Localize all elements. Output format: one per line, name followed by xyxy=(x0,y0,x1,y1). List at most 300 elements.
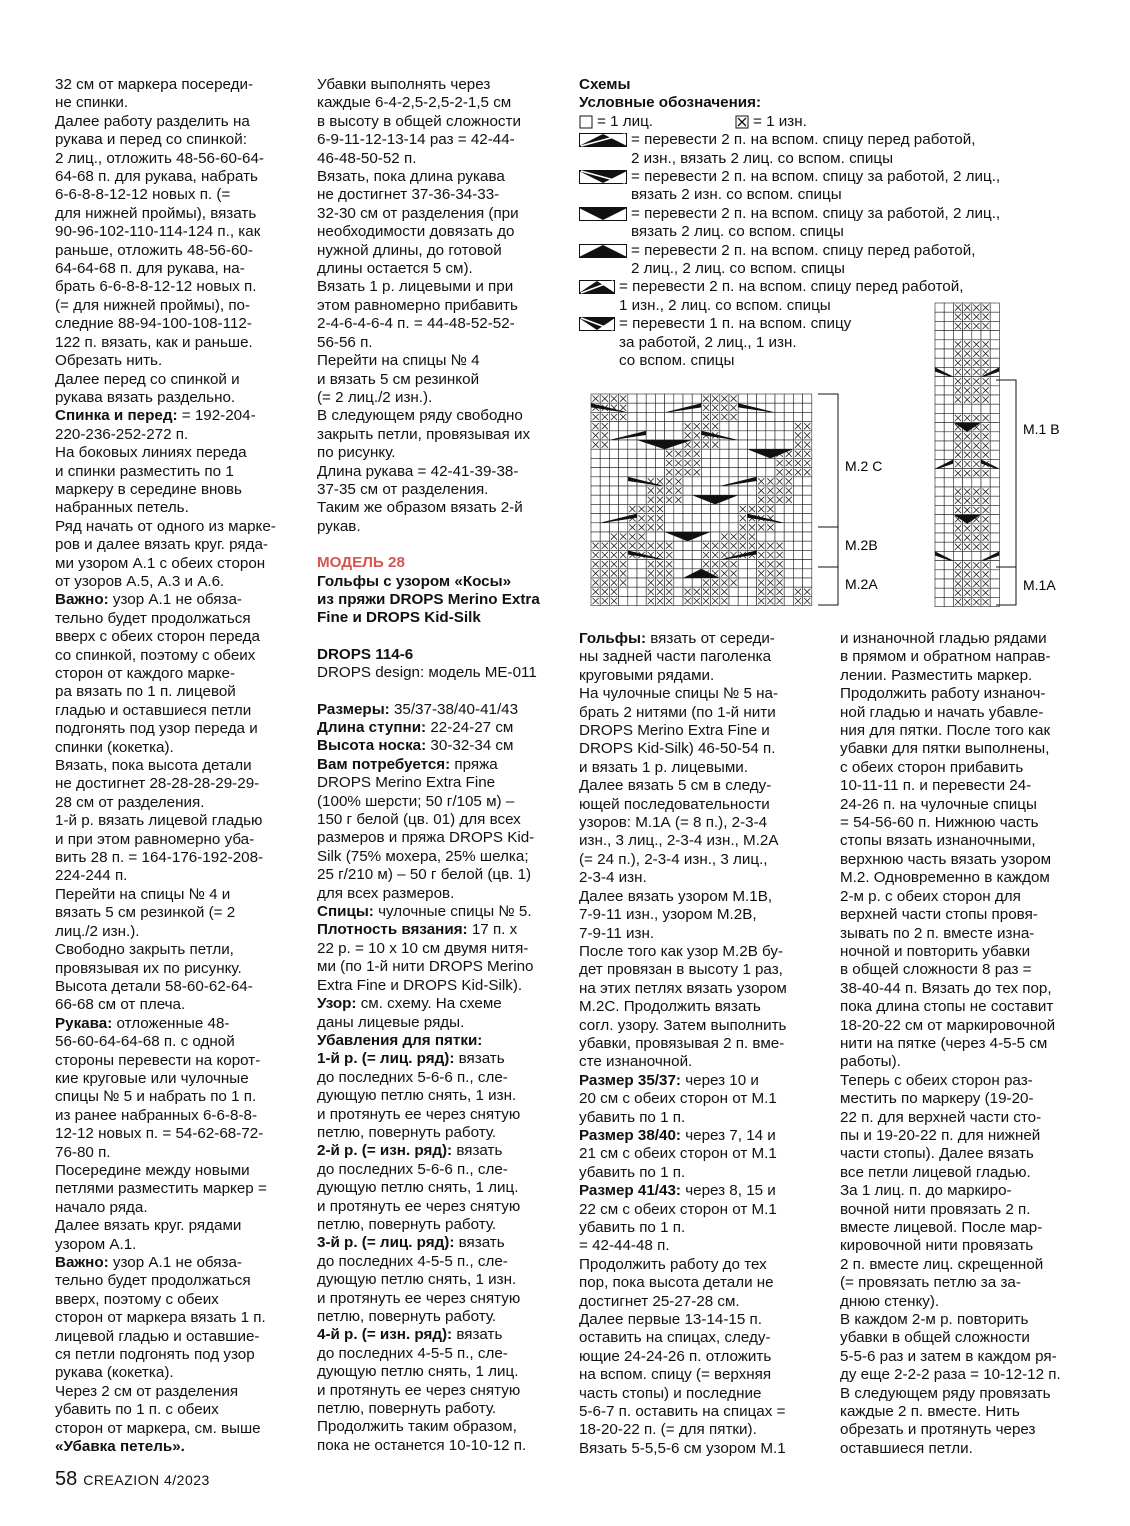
chart-cell xyxy=(729,596,738,605)
chart-cell xyxy=(619,596,628,605)
chart-cell xyxy=(935,579,944,588)
chart-cell xyxy=(803,495,812,504)
chart-cell xyxy=(793,412,802,421)
chart-cell xyxy=(665,523,674,532)
paragraph-text: 17 п. х 22 р. = 10 х 10 см двумя нитя- ми (по 1-й нити DROPS Merino Extra Fine и DROPS Kid-Silk). xyxy=(317,921,534,994)
chart-cell xyxy=(628,412,637,421)
chart-cell xyxy=(600,449,609,458)
chart-cell xyxy=(803,486,812,495)
chart-cell xyxy=(944,395,953,404)
chart-cell xyxy=(683,550,692,559)
chart-cell xyxy=(944,377,953,386)
paragraph-text: В следующем ряду свободно закрыть петли, провязывая их по рисунку. xyxy=(317,407,531,462)
paragraph xyxy=(55,941,295,978)
chart-cell xyxy=(711,514,720,523)
chart-cell xyxy=(609,468,618,477)
chart-cell xyxy=(784,587,793,596)
chart-cell xyxy=(944,386,953,395)
chart-cell xyxy=(637,412,646,421)
paragraph-heading: Длина ступни: xyxy=(317,719,427,736)
chart-cell xyxy=(628,560,637,569)
chart-cell xyxy=(655,468,664,477)
chart-cell xyxy=(775,431,784,440)
chart-cell xyxy=(803,504,812,513)
chart-cell xyxy=(600,532,609,541)
paragraph xyxy=(317,737,557,755)
chart-cell xyxy=(729,587,738,596)
chart-cell xyxy=(935,395,944,404)
chart-cell xyxy=(793,514,802,523)
chart-cell xyxy=(637,495,646,504)
chart-cell xyxy=(600,504,609,513)
chart-cell xyxy=(628,458,637,467)
paragraph-text: вязать до последних 5-6-6 п., сле- дующую петлю снять, 1 лиц. и протянуть ее через снятую петлю, повернуть работу. xyxy=(317,1142,521,1233)
paragraph xyxy=(55,886,295,941)
chart-cell xyxy=(963,478,972,487)
chart-cell xyxy=(674,523,683,532)
chart-cell xyxy=(766,422,775,431)
paragraph-text: Перейти на спицы № 4 и вязать 5 см резинкой (= 2 лиц./2 изн.). xyxy=(55,885,236,940)
chart-cell xyxy=(591,514,600,523)
chart-cell xyxy=(628,578,637,587)
chart-cell xyxy=(711,458,720,467)
chart-cell xyxy=(935,496,944,505)
chart-cell xyxy=(683,495,692,504)
chart-cell xyxy=(757,468,766,477)
chart-cell xyxy=(784,578,793,587)
chart-cell xyxy=(935,423,944,432)
chart-cell xyxy=(665,412,674,421)
chart-cell xyxy=(935,349,944,358)
chart-cell xyxy=(935,377,944,386)
chart-cell xyxy=(665,514,674,523)
chart-cell xyxy=(628,569,637,578)
chart-cell xyxy=(600,486,609,495)
paragraph-text: отложенные 48- 56-60-64-64-68 п. с одной стороны перевести на корот- кие круговые или чулочные спицы № 5 и набрать по 1 п. из ранее набранных 6-6-8-8- 12-12 новых п. = 54-62-68-72- 76-80 п. xyxy=(55,1014,264,1161)
chart-cell xyxy=(720,468,729,477)
chart-cell xyxy=(609,504,618,513)
chart-cell xyxy=(793,477,802,486)
chart-cell xyxy=(944,340,953,349)
chart-cell xyxy=(628,394,637,403)
chart-cell xyxy=(628,440,637,449)
chart-cell xyxy=(775,403,784,412)
chart-cell xyxy=(944,349,953,358)
paragraph-text: узор А.1 не обяза- тельно будет продолжаться вверх с обеих сторон переда со спинкой, поэтому с обеих сторон от каждого марке- ра вязать по 1 п. лицевой гладью и оставшиеся петли подгонять под узор переда и спинки (кокетка). xyxy=(55,591,260,756)
chart-cell xyxy=(803,394,812,403)
paragraph-text: Перейти на спицы № 4 и вязать 5 см резинкой (= 2 лиц./2 изн.). xyxy=(317,352,480,406)
chart-cell xyxy=(637,486,646,495)
chart-cell xyxy=(628,486,637,495)
paragraph-text: вязать до последних 4-5-5 п., сле- дующую петлю снять, 1 изн. и протянуть ее через снятую петлю, повернуть работу. xyxy=(317,1234,521,1325)
paragraph-text: Вязать 1 р. лицевыми и при этом равномерно прибавить 2-4-6-4-6-4 п. = 44-48-52-52- 56-56 п. xyxy=(317,278,518,351)
chart-cell xyxy=(793,532,802,541)
chart-cell xyxy=(803,550,812,559)
chart-cell xyxy=(747,458,756,467)
paragraph-heading: Важно: xyxy=(55,1254,109,1271)
chart-m2 xyxy=(591,394,812,606)
legend-item-5: = перевести 2 п. на вспом. спицу перед работой, 1 изн., 2 лиц. со вспом. спицы xyxy=(619,278,964,314)
chart-cell xyxy=(637,449,646,458)
chart-cell xyxy=(729,440,738,449)
paragraph-text: Вязать, пока длина рукава не достигнет 37-36-34-33- 32-30 см от разделения (при необходимости довязать до нужной длины, до готовой длины остается 5 см). xyxy=(317,168,519,278)
chart-cell xyxy=(775,504,784,513)
chart-cell xyxy=(944,542,953,551)
chart-cell xyxy=(784,394,793,403)
chart-cell xyxy=(692,550,701,559)
chart-cell xyxy=(646,394,655,403)
paragraph-text: Далее первые 13-14-15 п. оставить на спицах, следу- ющие 24-24-26 п. отложить на вспом. спицу (= верхняя часть стопы) и последние 5-6-7 п. оставить на спицах = 18-20-22 п. (= для пятки). xyxy=(579,1311,786,1439)
chart-cell xyxy=(619,504,628,513)
chart-cell xyxy=(784,440,793,449)
chart-cell xyxy=(729,422,738,431)
chart-cell xyxy=(990,395,999,404)
paragraph-heading: Высота носка: xyxy=(317,737,427,755)
chart-cell xyxy=(683,523,692,532)
chart-cell xyxy=(701,514,710,523)
column-3 xyxy=(579,630,819,1458)
paragraph-text: через 7, 14 и 21 см с обеих сторон от М.1 убавить по 1 п. xyxy=(579,1126,777,1181)
chart-cell xyxy=(692,504,701,513)
chart-cell xyxy=(747,578,756,587)
paragraph xyxy=(317,756,557,903)
legend-item-1: = перевести 2 п. на вспом. спицу перед работой, 2 изн., вязать 2 лиц. со вспом. спицы xyxy=(631,131,976,167)
chart-cell xyxy=(711,504,720,513)
chart-cell xyxy=(944,321,953,330)
paragraph-text: 30-32-34 см xyxy=(426,737,514,755)
paragraph-heading: Размеры: xyxy=(317,700,390,718)
paragraph-text: вязать до последних 4-5-5 п., сле- дующую петлю снять, 1 лиц. и протянуть ее через снятую петлю, повернуть работу. xyxy=(317,1326,521,1418)
chart-cell xyxy=(738,394,747,403)
chart-cell xyxy=(674,569,683,578)
chart-cell xyxy=(972,478,981,487)
chart-cell xyxy=(775,422,784,431)
chart-cell xyxy=(619,458,628,467)
chart-cell xyxy=(609,495,618,504)
chart-cell xyxy=(990,515,999,524)
chart-cell xyxy=(793,403,802,412)
chart-cell xyxy=(609,486,618,495)
chart-cell xyxy=(944,478,953,487)
chart-cell xyxy=(692,514,701,523)
chart-cell xyxy=(935,524,944,533)
chart-cell xyxy=(990,505,999,514)
chart-cell xyxy=(766,532,775,541)
chart-cell xyxy=(935,533,944,542)
chart-cell xyxy=(757,440,766,449)
paragraph-heading: «Убавка петель». xyxy=(55,1438,185,1456)
chart-cell xyxy=(619,523,628,532)
chart-cell xyxy=(729,486,738,495)
chart-cell xyxy=(944,561,953,570)
chart-cell xyxy=(775,532,784,541)
chart-cell xyxy=(981,331,990,340)
paragraph xyxy=(317,995,557,1032)
chart-cell xyxy=(738,422,747,431)
paragraph-text: Посередине между новыми петлями разместить маркер = начало ряда. xyxy=(55,1161,267,1216)
paragraph-heading: Гольфы: xyxy=(579,630,647,647)
paragraph-text: Таким же образом вязать 2-й рукав. xyxy=(317,499,523,535)
chart-cell xyxy=(990,312,999,321)
chart-cell xyxy=(747,569,756,578)
chart-cell xyxy=(646,403,655,412)
chart-cell xyxy=(935,441,944,450)
paragraph-text: Через 2 см от разделения убавить по 1 п. с обеих сторон от маркера, см. выше xyxy=(55,1382,261,1437)
legend-item-3: = перевести 2 п. на вспом. спицу за работой, 2 лиц., вязать 2 лиц. со вспом. спицы xyxy=(631,204,1001,241)
chart-cell xyxy=(701,486,710,495)
paragraph-heading: Размер 35/37: xyxy=(579,1071,681,1089)
chart-cell xyxy=(591,523,600,532)
paragraph-text: = 192-204- 220-236-252-272 п. xyxy=(55,407,256,443)
chart-cell xyxy=(784,523,793,532)
chart-cell xyxy=(803,569,812,578)
chart-cell xyxy=(637,394,646,403)
paragraph-heading: Спицы: xyxy=(317,903,374,921)
paragraph xyxy=(55,1015,295,1162)
chart-cell xyxy=(674,596,683,605)
chart-cell xyxy=(646,431,655,440)
chart-cell xyxy=(674,560,683,569)
chart-cell xyxy=(600,468,609,477)
chart-cell xyxy=(990,478,999,487)
chart-cell xyxy=(990,441,999,450)
chart-cell xyxy=(692,523,701,532)
paragraph-text: 22-24-27 см xyxy=(426,719,514,736)
paragraph xyxy=(579,888,819,943)
chart-cell xyxy=(674,394,683,403)
paragraph-heading: Плотность вязания: xyxy=(317,921,468,939)
paragraph xyxy=(55,1162,295,1217)
chart-cell xyxy=(793,550,802,559)
chart-cell xyxy=(935,469,944,478)
chart-cell xyxy=(990,487,999,496)
chart-cell xyxy=(793,495,802,504)
chart-cell xyxy=(775,440,784,449)
chart-cell xyxy=(935,358,944,367)
chart-cell xyxy=(711,523,720,532)
paragraph xyxy=(579,1440,819,1458)
paragraph-text: пряжа DROPS Merino Extra Fine (100% шерсти; 50 г/105 м) – 150 г белой (цв. 01) для всех размеров и пряжа DROPS Kid- Silk (75% мохера, 25% шелка; 25 г/210 м) – 50 г белой (цв. 1) для всех размеров. xyxy=(317,755,535,902)
paragraph-text: В следующем ряду провязать каждые 2 п. вместе. Нить обрезать и протянуть через оставшиеся петли. xyxy=(840,1384,1051,1457)
paragraph-text: через 8, 15 и 22 см с обеих сторон от М.1 убавить по 1 п. = 42-44-48 п. xyxy=(579,1182,777,1255)
chart-cell xyxy=(990,561,999,570)
chart-cell xyxy=(747,412,756,421)
chart-cell xyxy=(646,422,655,431)
chart-cell xyxy=(953,404,962,413)
paragraph-text: Далее вязать круг. рядами узором А.1. xyxy=(55,1217,242,1253)
bracket-m2a xyxy=(818,567,838,605)
label-m2b: M.2B xyxy=(845,537,878,553)
model-subtitle: Гольфы с узором «Косы» из пряжи DROPS Merino Extra Fine и DROPS Kid-Silk xyxy=(317,572,540,627)
chart-cell xyxy=(637,587,646,596)
chart-cell xyxy=(738,560,747,569)
chart-cell xyxy=(935,340,944,349)
legend-knit: = 1 лиц. xyxy=(597,112,654,130)
paragraph-heading: 4-й р. (= изн. ряд): xyxy=(317,1326,453,1344)
paragraph-text: После того как узор М.2В бу- дет провязан в высоту 1 раз, на этих петлях вязать узором М.2С. Продолжить вязать согл. узору. Затем выполнить убавки, провязывая 2 п. вме- сте изнаночной. xyxy=(579,942,787,1071)
chart-cell xyxy=(793,486,802,495)
paragraph-text: В каждом 2-м р. повторить убавки в общей сложности 5-5-6 раз и затем в каждом ря- ду еще 2-2-2 раза = 10-12-12 п. xyxy=(840,1311,1061,1384)
chart-cell xyxy=(674,412,683,421)
paragraph-text: Далее вязать узором М.1В, 7-9-11 изн., узором М.2В, 7-9-11 изн. xyxy=(579,887,773,942)
chart-cell xyxy=(990,377,999,386)
chart-cell xyxy=(803,560,812,569)
chart-cell xyxy=(775,394,784,403)
chart-cell xyxy=(683,504,692,513)
chart-cell xyxy=(990,423,999,432)
chart-cell xyxy=(591,449,600,458)
chart-cell xyxy=(935,413,944,422)
chart-cell xyxy=(944,496,953,505)
paragraph-heading: Размер 41/43: xyxy=(579,1182,681,1200)
chart-cell xyxy=(674,578,683,587)
chart-cell xyxy=(701,449,710,458)
chart-cell xyxy=(793,523,802,532)
paragraph-text: вязать от середи- ны задней части паголенка круговыми рядами. xyxy=(579,630,775,684)
chart-cell xyxy=(729,458,738,467)
chart-cell xyxy=(935,303,944,312)
paragraph xyxy=(317,1142,557,1234)
chart-cell xyxy=(619,477,628,486)
chart-cell xyxy=(665,504,674,513)
chart-cell xyxy=(738,495,747,504)
chart-cell xyxy=(747,468,756,477)
chart-cell xyxy=(944,469,953,478)
label-m1b: M.1 B xyxy=(1023,421,1060,437)
chart-cell xyxy=(747,495,756,504)
chart-cell xyxy=(990,524,999,533)
chart-cell xyxy=(683,486,692,495)
chart-cell xyxy=(600,477,609,486)
chart-cell xyxy=(766,412,775,421)
chart-cell xyxy=(784,560,793,569)
chart-cell xyxy=(701,504,710,513)
chart-cell xyxy=(944,487,953,496)
chart-cell xyxy=(711,532,720,541)
chart-cell xyxy=(935,487,944,496)
paragraph-text: За 1 лиц. п. до маркиро- вочной нити провязать 2 п. вместе лицевой. После мар- кировочной нити провязать 2 п. вместе лиц. скрещенной (= провязать петлю за за- днюю стенку). xyxy=(840,1182,1044,1310)
chart-cell xyxy=(674,587,683,596)
legend-item-6: = перевести 1 п. на вспом. спицу за работой, 2 лиц., 1 изн. со вспом. спицы xyxy=(619,315,852,370)
chart-m1 xyxy=(935,303,999,607)
chart-cell xyxy=(935,386,944,395)
chart-cell xyxy=(609,477,618,486)
chart-cell xyxy=(720,440,729,449)
chart-cell xyxy=(944,597,953,606)
paragraph-text: На чулочные спицы № 5 на- брать 2 нитями (по 1-й нити DROPS Merino Extra Fine и DROPS Kid-Silk) 46-50-54 п. и вязать 1 р. лицевыми. xyxy=(579,685,779,776)
chart-cell xyxy=(738,569,747,578)
chart-cell xyxy=(944,441,953,450)
chart-cell xyxy=(665,394,674,403)
chart-cell xyxy=(619,468,628,477)
chart-cell xyxy=(803,523,812,532)
chart-cell xyxy=(720,523,729,532)
paragraph-text: Свободно закрыть петли, провязывая их по рисунку. xyxy=(55,941,242,977)
chart-cell xyxy=(981,404,990,413)
paragraph-heading: Важно: xyxy=(55,591,109,609)
chart-cell xyxy=(784,550,793,559)
chart-cell xyxy=(803,412,812,421)
chart-cell xyxy=(953,331,962,340)
column-4 xyxy=(840,630,1080,1458)
chart-cell xyxy=(600,523,609,532)
chart-cell xyxy=(944,331,953,340)
chart-cell xyxy=(729,514,738,523)
chart-cell xyxy=(793,560,802,569)
chart-cell xyxy=(674,504,683,513)
paragraph xyxy=(840,1311,1080,1385)
chart-cell xyxy=(944,358,953,367)
chart-cell xyxy=(738,578,747,587)
chart-cell xyxy=(757,422,766,431)
paragraph xyxy=(579,1311,819,1440)
paragraph xyxy=(579,1072,819,1127)
chart-cell xyxy=(944,432,953,441)
chart-cell xyxy=(591,495,600,504)
chart-cell xyxy=(692,394,701,403)
chart-cell xyxy=(637,578,646,587)
paragraph-heading: 2-й р. (= изн. ряд): xyxy=(317,1142,453,1160)
chart-cell xyxy=(646,449,655,458)
chart-cell xyxy=(646,532,655,541)
chart-cell xyxy=(944,303,953,312)
paragraph xyxy=(317,903,557,921)
chart-cell xyxy=(784,596,793,605)
chart-cell xyxy=(747,422,756,431)
chart-cell xyxy=(701,458,710,467)
paragraph xyxy=(579,630,819,685)
chart-cell xyxy=(701,468,710,477)
chart-cell xyxy=(944,570,953,579)
paragraph-text: На боковых линиях переда и спинки разместить по 1 маркеру в середине вновь набранных петель. xyxy=(55,444,247,517)
chart-cell xyxy=(757,431,766,440)
chart-cell xyxy=(738,458,747,467)
paragraph-text: чулочные спицы № 5. xyxy=(373,903,532,921)
chart-cell xyxy=(784,541,793,550)
paragraph-text: узор А.1 не обяза- тельно будет продолжаться вверх, поэтому с обеих сторон от маркера вязать 1 п. лицевой гладью и оставшие- ся петли подгонять под узор рукава (кокетка). xyxy=(55,1254,266,1382)
chart-cell xyxy=(711,477,720,486)
chart-cell xyxy=(784,569,793,578)
chart-cell xyxy=(944,588,953,597)
chart-cell xyxy=(720,449,729,458)
chart-cell xyxy=(793,569,802,578)
chart-cell xyxy=(711,486,720,495)
chart-cell xyxy=(729,504,738,513)
paragraph xyxy=(317,719,557,737)
chart-cell xyxy=(609,422,618,431)
chart-cell xyxy=(972,404,981,413)
chart-cell xyxy=(628,468,637,477)
chart-cell xyxy=(935,505,944,514)
chart-cell xyxy=(747,486,756,495)
chart-cell xyxy=(757,458,766,467)
page-number: 58 xyxy=(55,1468,78,1490)
paragraph-text: Ряд начать от одного из марке- ров и далее вязать круг. ряда- ми узором А.1 с обеих сторон от узоров А.5, А.3 и А.6. xyxy=(55,517,276,590)
paragraph xyxy=(840,1072,1080,1182)
paragraph-heading: 1-й р. (= лиц. ряд): xyxy=(317,1050,455,1068)
chart-cell xyxy=(600,495,609,504)
paragraph xyxy=(579,685,819,777)
paragraph-text: Длина рукава = 42-41-39-38- 37-35 см от разделения. xyxy=(317,462,519,498)
paragraph-text: через 10 и 20 см с обеих сторон от М.1 убавить по 1 п. xyxy=(579,1071,777,1126)
chart-cell xyxy=(990,386,999,395)
chart-cell xyxy=(674,514,683,523)
paragraph-text: вязать до последних 5-6-6 п., сле- дующую петлю снять, 1 изн. и протянуть ее через снятую петлю, повернуть работу. xyxy=(317,1050,521,1141)
chart-cell xyxy=(747,596,756,605)
paragraph xyxy=(579,1256,819,1311)
chart-cell xyxy=(944,524,953,533)
chart-cell xyxy=(953,478,962,487)
